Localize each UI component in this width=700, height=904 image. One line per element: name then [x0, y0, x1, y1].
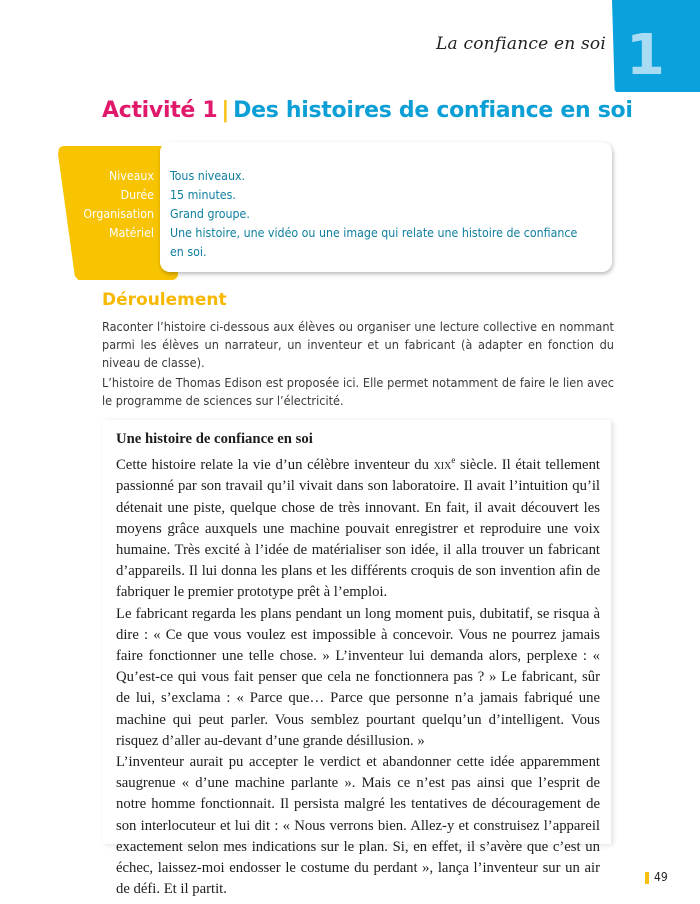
story-text: [116, 429, 600, 900]
title-separator: |: [221, 98, 230, 123]
running-header: La confiance en soi: [436, 34, 606, 54]
info-label-organisation: Organisation: [83, 207, 154, 221]
century-numeral: xix: [433, 457, 452, 474]
intro-paragraph: L’histoire de Thomas Edison est proposée ici. Elle permet notamment de faire le lien avec le programme de sciences sur l’électricité.: [102, 375, 614, 408]
info-value-organisation: Grand groupe.: [170, 207, 250, 221]
activity-name: Des histoires de confiance en soi: [233, 98, 633, 123]
info-value-duree: 15 minutes.: [170, 188, 236, 202]
info-labels: [64, 167, 154, 243]
info-value-materiel: Une histoire, une vidéo ou une image qui relate une histoire de confiance en soi.: [170, 226, 578, 259]
info-label-duree: Durée: [120, 188, 154, 202]
story-paragraph: Le fabricant regarda les plans pendant un long moment puis, dubitatif, se risqua à dire : « Ce que vous voulez est impossible à concevoir. Vous ne pourrez jamais faire fonctionner une telle chose. » L’inventeur lui demanda alors, perplexe : « Qu’est-ce qui vous fait penser que cela ne fonctionnera pas ? » Le fabricant, sûr de lui, s’exclama : « Parce que… Parce que personne n’a jamais fabriqué une machine qui peut parler. Vous semblez pourtant quelqu’un d’intelligent. Vous risquez d’aller au-devant d’une grande désillusion. »: [116, 605, 600, 749]
intro-paragraph: Raconter l’histoire ci-dessous aux élèves ou organiser une lecture collective en nommant parmi les élèves un narrateur, un inventeur et un fabricant (à adapter en fonction du niveau de classe).: [102, 319, 614, 370]
story-title: Une histoire de confiance en soi: [116, 431, 313, 447]
page-marker-bar: [645, 872, 649, 884]
story-paragraph: Cette histoire relate la vie d’un célèbre inventeur du xix$^e$ siècle. Il était tellement passionné par son travail qu’il vivait dans son laboratoire. Il avait l’intuition qu’il détenait une piste, quelque chose de très innovant. En fait, il avait découvert les moyens grâce auxquels une machine pouvait enregistrer et reproduire une voix humaine. Très excité à l’idée de matérialiser son idée, il alla trouver un fabricant d’appareils. Il lui donna les plans et les différents croquis de son invention afin de fabriquer le premier prototype prêt à l’emploi.: [116, 455, 600, 601]
info-label-niveaux: Niveaux: [108, 169, 154, 183]
activity-title: [102, 98, 633, 123]
info-label-materiel: Matériel: [109, 226, 154, 240]
activity-label: Activité 1: [102, 98, 218, 123]
deroulement-intro: [102, 318, 614, 412]
century-suffix: e: [451, 455, 456, 466]
chapter-number: 1: [626, 23, 665, 88]
info-values: [170, 167, 590, 262]
section-heading-deroulement: Déroulement: [102, 290, 227, 310]
page-number: 49: [654, 870, 668, 884]
story-paragraph: L’inventeur aurait pu accepter le verdict et abandonner cette idée apparemment saugrenue « d’une machine parlante ». Mais ce n’est pas ainsi que l’esprit de notre homme fonctionnait. Il persista malgré les tentatives de découragement de son interlocuteur et lui dit : « Nous verrons bien. Allez-y et construisez l’appareil exactement selon mes indications sur le plan. Si, en effet, il s’avère que c’est un échec, laissez-moi endosser le costume du perdant », lança l’inventeur sur un air de défi. Et il partit.: [116, 753, 600, 898]
info-value-niveaux: Tous niveaux.: [170, 169, 246, 183]
